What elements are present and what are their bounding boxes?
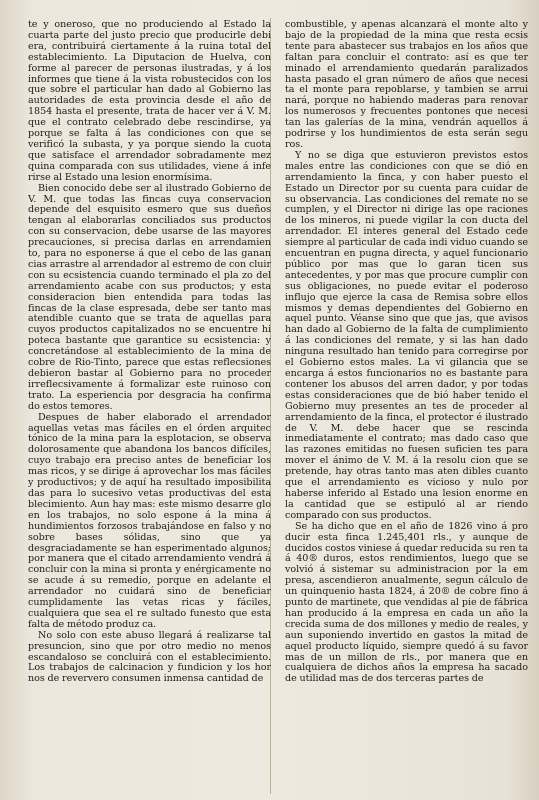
left-paragraph-3: Despues de haber elaborado el arrendador aquellas vetas mas fáciles en el órden arquitec tónico de la mina para la esplotacion, se observa dolorosamente que abandona los bancos difíciles, cuyo trabajo era preciso antes de beneficiar los mas ricos, y se dirige á aprovechar los mas fáciles y productivos; y de aquí ha resultado imposibilita das para lo sucesivo vetas productivas del esta blecimiento. Aun hay mas: este mismo desarre glo en los trabajos, no solo espone á la mina á hundimientos forzosos trabajándose en falso y no sobre bases sólidas, sino que ya desgraciadamente se han esperimentado algunos; por manera que el citado arrendamiento vendrá á concluir con la mina si pronta y enérgicamente no se acude á su remedio, porque en adelante el arrendador no cuidará sino de beneficiar cumplidamente las vetas ricas y fáciles, cualquiera que sea el re sultado funesto que esta falta de método produz ca. [28, 411, 271, 630]
left-paragraph-2: Bien conocido debe ser al ilustrado Gobierno de V. M. que todas las fincas cuya conservacion depende del esquisito esmero que sus dueños tengan al elaborarlas conciliados sus productos con su conservacion, debe usarse de las mayores precauciones, si precisa darlas en arrendamien to, para no esponerse á que el cebo de las ganan cias arrastre al arrendador al estremo de con cluir con su ecsistencia cuando terminado el pla zo del arrendamiento acabe con sus productos; y esta consideracion bien entendida para todas las fincas de la clase espresada, debe ser tanto mas atendible cuanto que se trata de aquellas para cuyos productos capitalizados no se encuentre hi poteca bastante que garantice su ecsistencia: y concretándose al establecimiento de la mina de cobre de Rio-Tinto, parece que estas reflecsiones debieron bastar al Gobierno para no proceder irreflecsivamente á formalizar este ruinoso con trato. La esperiencia por desgracia ha confirma do estos temores. [28, 182, 271, 412]
text-columns [28, 20, 528, 792]
right-column [285, 20, 528, 792]
left-paragraph-4: No solo con este abuso llegará á realizarse tal presuncion, sino que por otro medio no menos escandaloso se concluirá con el establecimiento. Los trabajos de calcinacion y fundicion y los hor nos de reververo consumen inmensa cantidad de [28, 629, 271, 685]
right-paragraph-3: Se ha dicho que en el año de 1826 vino á pro ducir esta finca 1.245,401 rls., y aunque de ducidos costos viniese á quedar reducida su ren ta á 40® duros, estos rendimientos, luego que se volvió á sistemar su administracion por la em presa, ascendieron anualmente, segun cálculo de un quinquenio hasta 1824, á 20® de cobre fino á punto de martinete, que vendidas al pie de fábrica han producido á la empresa en cada un año la crecida suma de dos millones y medio de reales, y aun suponiendo invertido en gastos la mitad de aquel producto líquido, siempre quedó á su favor mas de un millon de rls., por manera que en cualquiera de dichos años la empresa ha sacado de utilidad mas de dos terceras partes de [285, 520, 528, 685]
left-paragraph-1: te y oneroso, que no produciendo al Estado la cuarta parte del justo precio que producirle debi era, contribuirá ciertamente á la ruina total del establecimiento. La Diputacion de Huelva, con forme al parecer de personas ilustradas, y á los informes que tiene á la vista robustecidos con los que sobre el particular han dado al Gobierno las autoridades de esta provincia desde el año de 1854 hasta el presente, trata de hacer ver á V. M. que el contrato celebrado debe rescindirse, ya porque se falta á las condiciones con que se verificó la subasta, y ya porque siendo la cuota que satisface el arrendador sobradamente mez quina comparada con sus utilidades, viene á infe rirse al Estado una lesion enormísima. [28, 20, 271, 183]
left-column [28, 20, 271, 792]
right-paragraph-2: Y no se diga que estuvieron previstos estos males entre las condiciones con que se dió en arrendamiento la finca, y con haber puesto el Estado un Director por su cuenta para cuidar de su observancia. Las condiciones del remate no se cumplen, y el Director ni dirige las ope raciones de los mineros, ni puede vigilar la con ducta del arrendador. El interes general del Estado cede siempre al particular de cada indi viduo cuando se encuentran en pugna directa, y aquel funcionario público por mas que lo garan ticen sus antecedentes, y por mas que procure cumplir con sus obligaciones, no puede evitar el poderoso influjo que ejerce la casa de Remisa sobre ellos mismos y demas dependientes del Gobierno en aquel punto. Véanse sino que que jas, que avisos han dado al Gobierno de la falta de cumplimiento á las condiciones del remate, y si las han dado ninguna resultado han tenido para corregirse por el Gobierno estos males. La vi gilancia que se encarga á estos funcionarios no es bastante para contener los abusos del arren dador, y por todas estas consideraciones que de bió haber tenido el Gobierno muy presentes an tes de proceder al arrendamiento de la finca, el protector é ilustrado de V. M. debe hacer que se rescinda inmediatamente el contrato; mas dado caso que las razones emitidas no fuesen suficien tes para mover el ánimo de V. M. á la resolu cion que se pretende, hay otras tanto mas aten dibles cuanto que el arrendamiento es vicioso y nulo por haberse inferido al Estado una lesion enorme en la cantidad que se estipuló al ar riendo comparado con sus productos. [285, 149, 528, 521]
right-paragraph-1: combustible, y apenas alcanzará el monte alto y bajo de la propiedad de la mina que resta ecsis tente para abastecer sus trabajos en los años que faltan para concluir el contrato: así es que ter minado el arrendamiento quedarán paralizados hasta pasado el gran número de años que necesi ta el monte para repoblarse, y tambien se arrui nará, porque no habiendo maderas para renovar los numerosos y frecuentes pontones que necesi tan las galerías de la mina, vendrán aquellos á podrirse y los hundimientos de esta serán segu ros. [285, 20, 528, 150]
